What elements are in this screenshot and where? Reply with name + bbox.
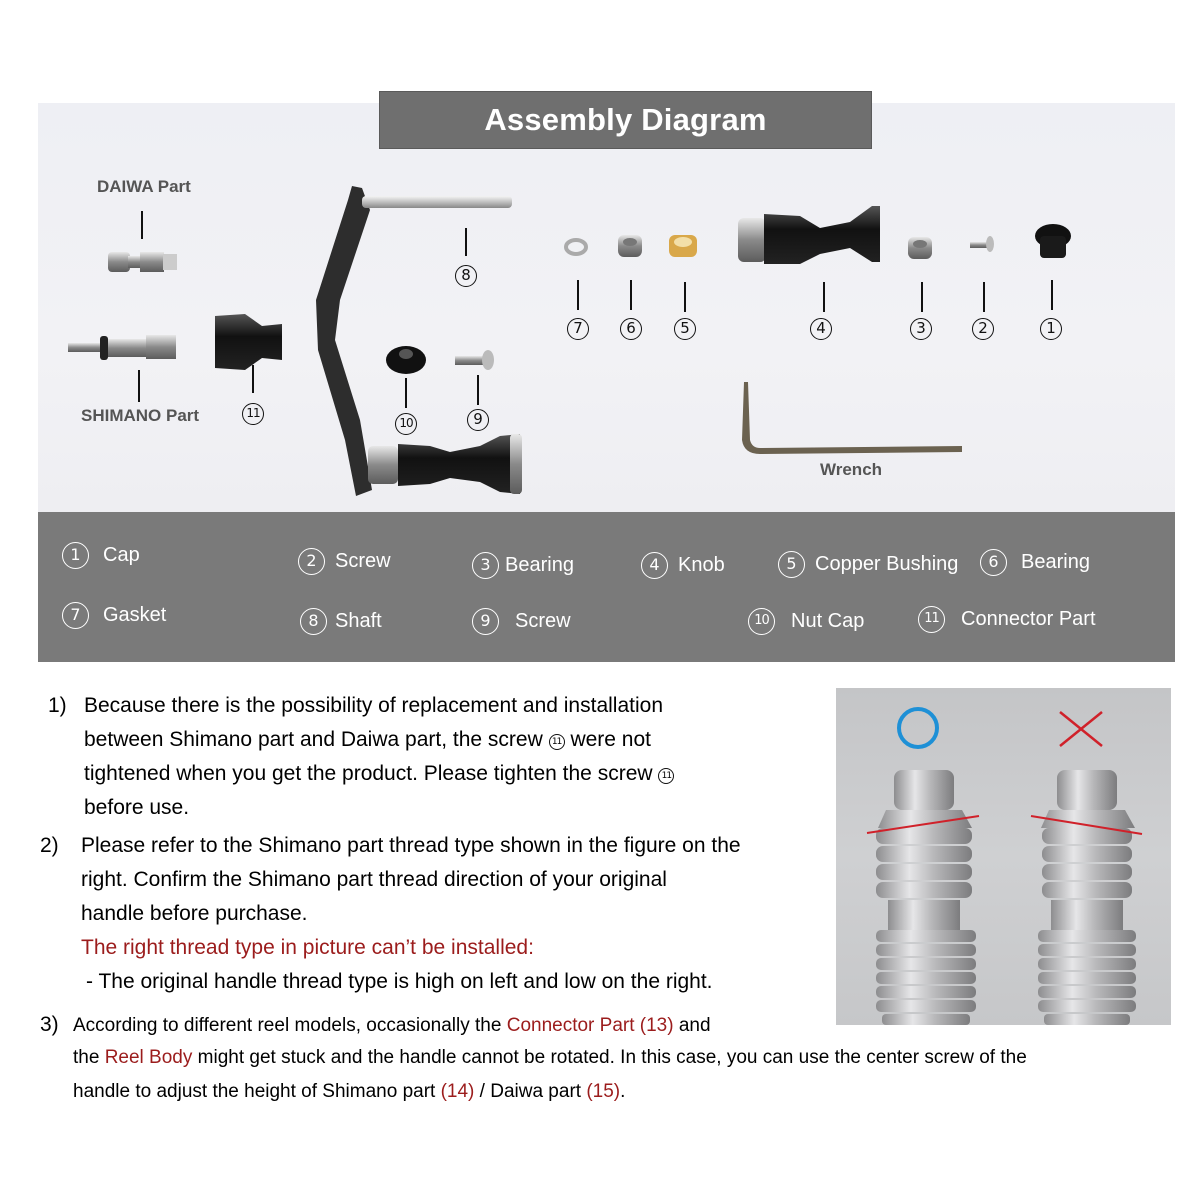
note-3 [40,1013,711,1037]
wrench-label: Wrench [820,460,883,479]
note-1-line-2-row [84,728,651,752]
leader-line-11 [252,365,254,393]
legend-item-nut-cap [748,608,864,635]
callout-10: 10 [395,413,417,435]
note-3-line-1b: and [678,1015,711,1036]
note-3-line-2b: might get stuck and the handle cannot be rotated. In this case, you can use the center screw of the [197,1047,1027,1068]
legend-item-screw-9 [472,608,571,635]
note-3-line-3c: . [620,1081,626,1102]
note-1 [48,694,663,718]
parts-legend [38,512,1175,662]
note-1-line-3-row [84,762,674,786]
note-2-warning: The right thread type in picture can’t be installed: [81,936,534,959]
note-1-line-4: before use. [84,796,190,819]
legend-item-bearing-3 [472,552,574,579]
wrong-cross-icon [1060,712,1102,746]
legend-label: Screw [335,550,391,572]
note-3-marker: 3) [40,1013,59,1036]
nut-cap-image [386,346,426,374]
callout-8: 8 [455,265,477,287]
note-3-line-3b: / Daiwa part [479,1081,582,1102]
shimano-part-label: SHIMANO Part [81,406,200,425]
handle-knob-image [368,434,522,494]
note-2-marker: 2) [40,834,59,857]
note-2-line-3: handle before purchase. [81,902,308,925]
leader-line-4 [823,282,825,312]
legend-number: 10 [748,608,775,635]
note-1-line-2b: were not [570,728,651,751]
note-1-line-1: Because there is the possibility of replacement and installation [84,694,663,717]
legend-label: Gasket [103,604,167,626]
bolt-wrong-thread [1031,770,1142,1025]
note-1-line-2a: between Shimano part and Daiwa part, the screw [84,728,543,751]
legend-label: Shaft [335,610,382,632]
note-2-line-1: Please refer to the Shimano part thread type shown in the figure on the [81,834,741,857]
note-3-connector-part: Connector Part (13) [506,1015,674,1036]
legend-item-cap [62,542,140,569]
screw-2-image [970,236,994,252]
callout-11: 11 [242,403,264,425]
callout-5: 5 [674,318,696,340]
note-2-detail: - The original handle thread type is high on left and low on the right. [86,970,713,993]
note-3-line-3-row [73,1081,625,1103]
legend-number: 4 [641,552,668,579]
leader-line-7 [577,280,579,310]
leader-line-5 [684,282,686,312]
legend-label: Bearing [505,554,574,576]
callout-7: 7 [567,318,589,340]
callout-3: 3 [910,318,932,340]
legend-number: 9 [472,608,499,635]
note-3-line-2-row [73,1047,1027,1069]
note-1-marker: 1) [48,694,67,717]
note-3-line-2a: the [73,1047,100,1068]
correct-circle-icon [899,709,937,747]
legend-number: 3 [472,552,499,579]
legend-number: 2 [298,548,325,575]
legend-label: Cap [103,544,140,566]
leader-line-1 [1051,280,1053,310]
daiwa-part-label: DAIWA Part [97,177,191,196]
parts-illustration [0,0,1200,520]
thread-comparison-figure [836,688,1171,1025]
shimano-leader-line [138,370,140,402]
legend-number: 8 [300,608,327,635]
legend-label: Connector Part [961,608,1096,630]
daiwa-part-image [108,252,177,272]
note-3-line-3a: handle to adjust the height of Shimano part [73,1081,436,1102]
inline-callout-11: 11 [549,734,565,750]
legend-label: Copper Bushing [815,553,959,575]
note-2-line-2: right. Confirm the Shimano part thread direction of your original [81,868,667,891]
thread-comparison-svg [836,688,1171,1025]
wrench-image [742,382,962,454]
leader-line-2 [983,282,985,312]
legend-item-copper-bushing [778,551,958,578]
leader-line-10 [405,378,407,408]
legend-number: 7 [62,602,89,629]
shimano-part-image [68,335,176,360]
knob-image [738,206,880,264]
gasket-image [566,240,586,254]
leader-line-9 [477,375,479,405]
callout-9: 9 [467,409,489,431]
inline-callout-11: 11 [658,768,674,784]
legend-item-gasket [62,602,166,629]
callout-6: 6 [620,318,642,340]
daiwa-leader-line [141,211,143,239]
bearing-3-image [908,237,932,259]
legend-number: 6 [980,549,1007,576]
leader-line-8 [465,228,467,256]
note-3-ref-14: (14) [440,1081,475,1102]
legend-item-screw-2 [298,548,391,575]
legend-label: Knob [678,554,725,576]
connector-part-image [215,314,282,370]
legend-label: Screw [515,610,571,632]
legend-label: Bearing [1021,551,1090,573]
leader-line-3 [921,282,923,312]
note-3-ref-15: (15) [586,1081,621,1102]
bolt-correct-thread [867,770,979,1025]
legend-item-bearing-6 [980,549,1090,576]
page-title: Assembly Diagram [484,102,767,137]
copper-bushing-image [669,235,697,257]
callout-1: 1 [1040,318,1062,340]
legend-number: 11 [918,606,945,633]
note-3-line-1a: According to different reel models, occasionally the [73,1015,502,1036]
note-1-line-3a: tightened when you get the product. Please tighten the screw [84,762,653,785]
legend-number: 1 [62,542,89,569]
note-3-reel-body: Reel Body [104,1047,193,1068]
legend-item-knob [641,552,725,579]
legend-number: 5 [778,551,805,578]
legend-item-shaft [300,608,382,635]
legend-item-connector-part [918,606,1096,633]
screw-9-image [455,350,494,370]
legend-label: Nut Cap [791,610,865,632]
bearing-6-image [618,235,642,257]
note-2 [40,834,741,858]
cap-image [1035,224,1071,258]
callout-2: 2 [972,318,994,340]
leader-line-6 [630,280,632,310]
callout-4: 4 [810,318,832,340]
